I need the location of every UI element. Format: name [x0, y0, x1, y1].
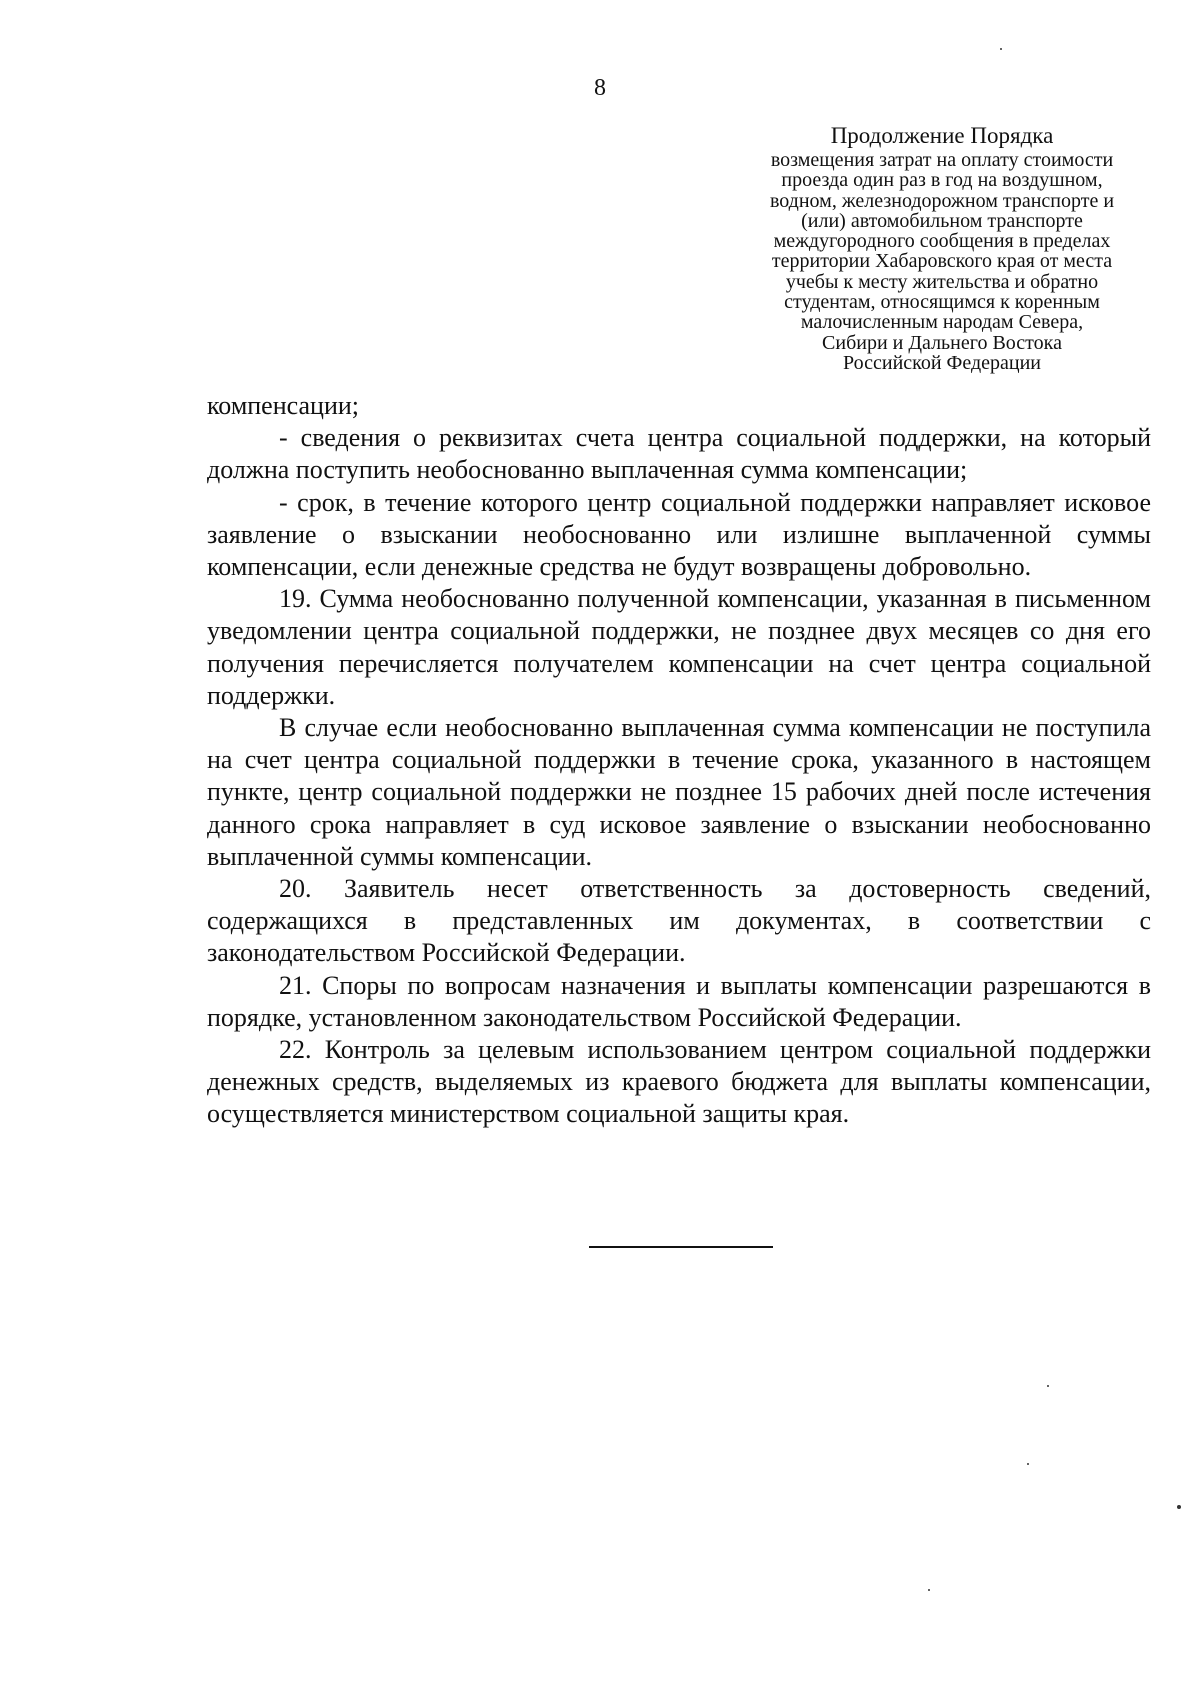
header-line: (или) автомобильном транспорте: [801, 209, 1083, 232]
header-line: студентам, относящимся к коренным: [784, 291, 1100, 314]
scan-speck: [1047, 1385, 1049, 1387]
body-paragraph-item-20: 20. Заявитель несет ответственность за достоверность сведений, содержащихся в представленных им документах, в соответствии с законодательством Российской Федерации.: [207, 874, 1151, 968]
header-line: малочисленным народам Севера,: [800, 311, 1084, 334]
document-header: [722, 122, 1162, 373]
header-subtitle: [722, 150, 1162, 373]
document-body: [207, 390, 1151, 1131]
body-paragraph: В случае если необоснованно выплаченная сумма компенсации не поступила на счет центра социальной поддержки в течение срока, указанного в настоящем пункте, центр социальной поддержки не позднее 15 рабочих дней после истечения данного срока направляет в суд исковое заявление о взыскании необоснованно выплаченной суммы компенсации.: [207, 713, 1151, 871]
body-paragraph-item-21: 21. Споры по вопросам назначения и выплаты компенсации разрешаются в порядке, установленном законодательством Российской Федерации.: [207, 970, 1151, 1032]
header-title: Продолжение Порядка: [830, 123, 1054, 148]
header-line: Российской Федерации: [842, 351, 1042, 374]
header-line: учебы к месту жительства и обратно: [785, 270, 1099, 293]
body-paragraph: компенсации;: [207, 391, 360, 420]
end-divider: [589, 1246, 773, 1248]
scan-speck: [928, 1589, 930, 1591]
body-paragraph-item-22: 22. Контроль за целевым использованием центром социальной поддержки денежных средств, выделяемых из краевого бюджета для выплаты компенсации, осуществляется министерством социальной защиты края.: [207, 1035, 1151, 1129]
header-line: возмещения затрат на оплату стоимости: [770, 149, 1114, 171]
body-paragraph: - сведения о реквизитах счета центра социальной поддержки, на который должна поступить необоснованно выплаченная сумма компенсации;: [207, 423, 1151, 485]
header-line: междугородного сообщения в пределах: [773, 230, 1111, 253]
scan-speck: [1000, 48, 1002, 50]
header-line: территории Хабаровского края от места: [771, 250, 1113, 273]
body-paragraph: - срок, в течение которого центр социальной поддержки направляет исковое заявление о взыскании необоснованно или излишне выплаченной суммы компенсации, если денежные средства не будут возвращены добровольно.: [207, 487, 1151, 582]
header-line: водном, железнодорожном транспорте и: [769, 189, 1115, 212]
header-line: проезда один раз в год на воздушном,: [781, 169, 1103, 192]
page-number: 8: [594, 75, 606, 101]
scan-speck: [1177, 1505, 1181, 1509]
scan-speck: [1027, 1463, 1029, 1465]
header-line: Сибири и Дальнего Востока: [822, 331, 1062, 354]
body-paragraph-item-19: 19. Сумма необоснованно полученной компенсации, указанная в письменном уведомлении центра социальной поддержки, не позднее двух месяцев со дня его получения перечисляется получателем компенсации на счет центра социальной поддержки.: [207, 584, 1151, 710]
